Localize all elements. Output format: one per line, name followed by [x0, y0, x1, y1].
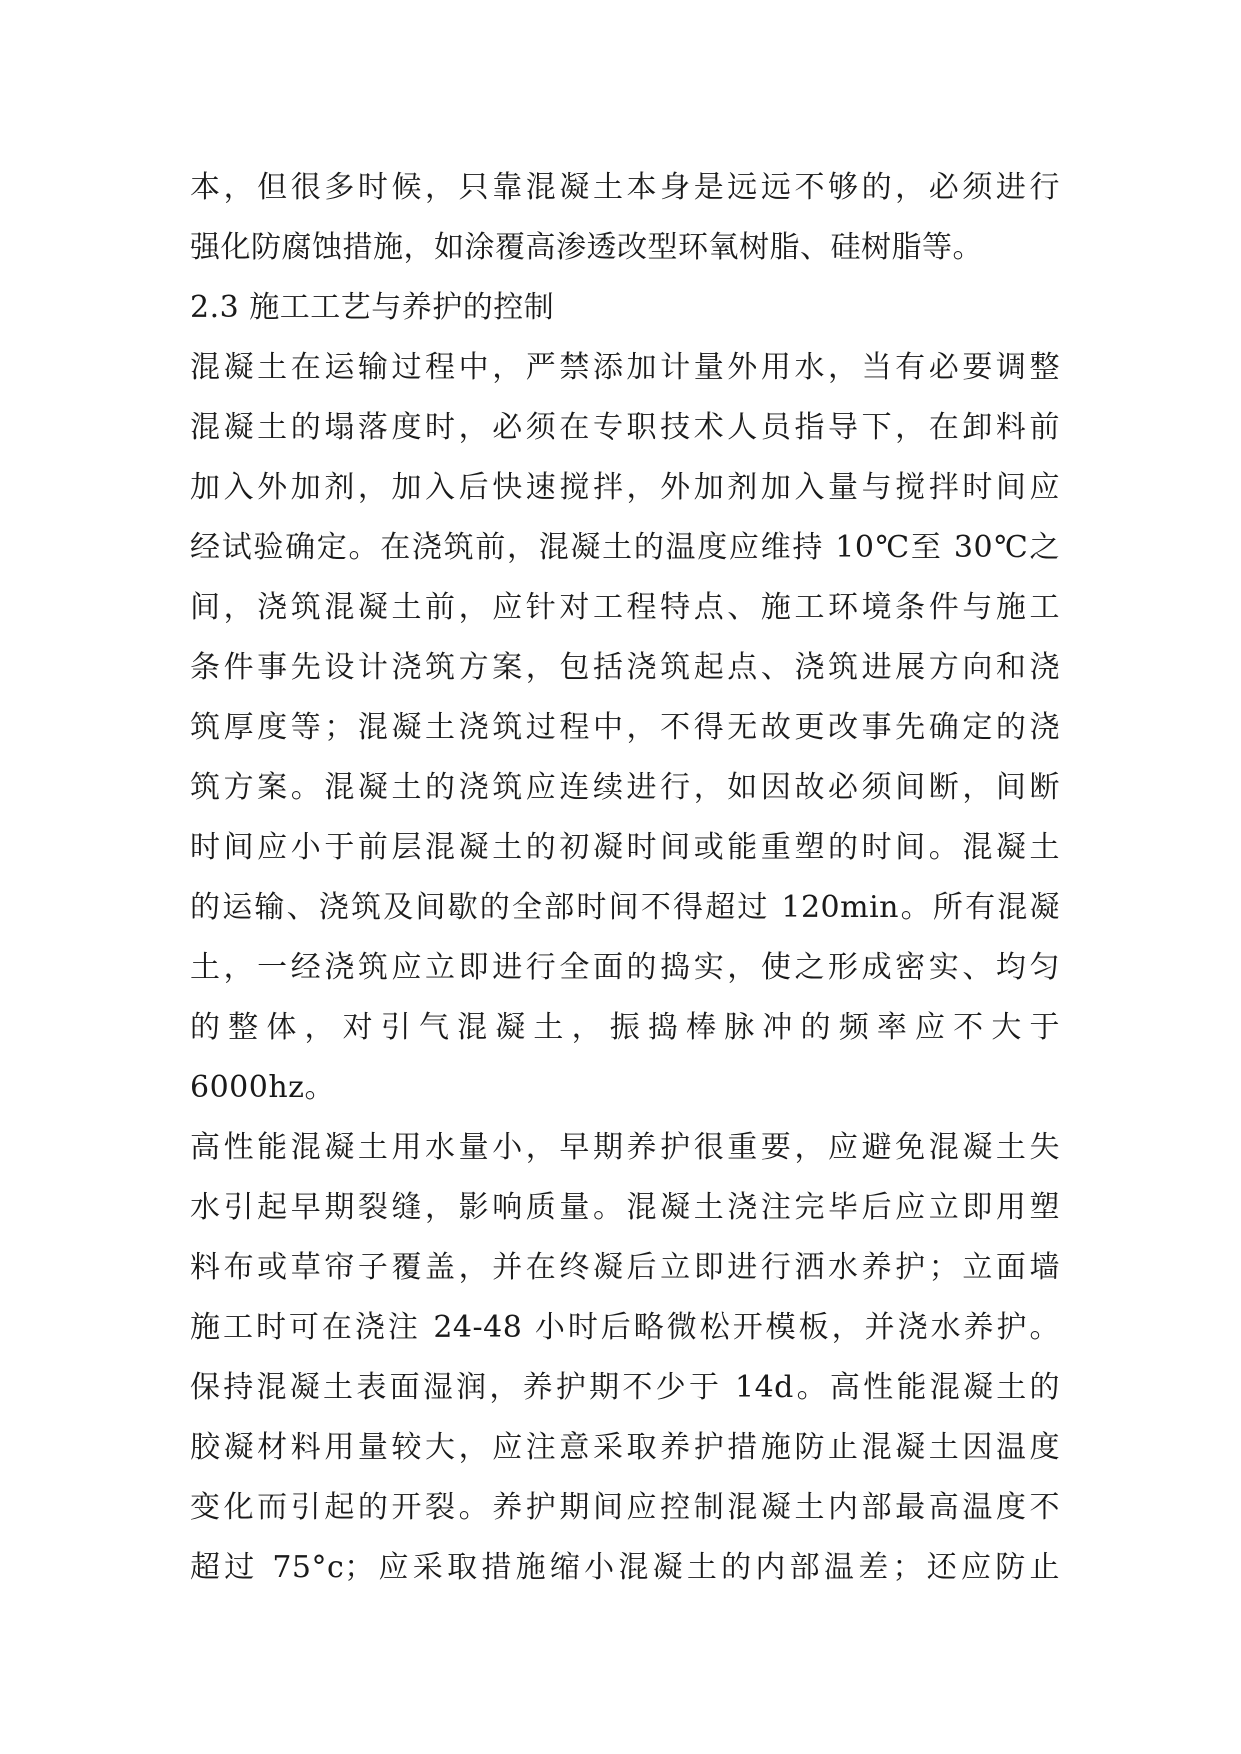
text-line: 条件事先设计浇筑方案，包括浇筑起点、浇筑进展方向和浇 — [190, 650, 1060, 685]
text-line: 保持混凝土表面湿润，养护期不少于 14d。高性能混凝土的 — [190, 1370, 1060, 1405]
text-line: 6000hz。 — [190, 1070, 335, 1105]
text-line: 施工时可在浇注 24-48 小时后略微松开模板，并浇水养护。 — [190, 1310, 1060, 1345]
text-line: 胶凝材料用量较大，应注意采取养护措施防止混凝土因温度 — [190, 1430, 1060, 1465]
text-line: 高性能混凝土用水量小，早期养护很重要，应避免混凝土失 — [190, 1130, 1060, 1165]
text-line: 筑厚度等；混凝土浇筑过程中，不得无故更改事先确定的浇 — [190, 710, 1060, 745]
text-line: 的运输、浇筑及间歇的全部时间不得超过 120min。所有混凝 — [190, 890, 1060, 925]
text-line: 混凝土的塌落度时，必须在专职技术人员指导下，在卸料前 — [190, 410, 1060, 445]
section-heading: 2.3 施工工艺与养护的控制 — [190, 290, 555, 325]
text-line: 料布或草帘子覆盖，并在终凝后立即进行洒水养护；立面墙 — [190, 1250, 1060, 1285]
text-line: 加入外加剂，加入后快速搅拌，外加剂加入量与搅拌时间应 — [190, 470, 1060, 505]
text-line: 超过 75°c；应采取措施缩小混凝土的内部温差；还应防止 — [190, 1550, 1060, 1585]
text-line: 水引起早期裂缝，影响质量。混凝土浇注完毕后应立即用塑 — [190, 1190, 1060, 1225]
text-line: 强化防腐蚀措施，如涂覆高渗透改型环氧树脂、硅树脂等。 — [190, 230, 983, 265]
text-line: 混凝土在运输过程中，严禁添加计量外用水，当有必要调整 — [190, 350, 1060, 385]
text-line: 间，浇筑混凝土前，应针对工程特点、施工环境条件与施工 — [190, 590, 1060, 625]
text-line: 时间应小于前层混凝土的初凝时间或能重塑的时间。混凝土 — [190, 830, 1060, 865]
text-line: 土，一经浇筑应立即进行全面的捣实，使之形成密实、均匀 — [190, 950, 1060, 985]
text-line: 的整体，对引气混凝土，振捣棒脉冲的频率应不大于 — [190, 1010, 1060, 1045]
text-line: 经试验确定。在浇筑前，混凝土的温度应维持 10℃至 30℃之 — [190, 530, 1060, 565]
text-line: 筑方案。混凝土的浇筑应连续进行，如因故必须间断，间断 — [190, 770, 1060, 805]
text-line: 变化而引起的开裂。养护期间应控制混凝土内部最高温度不 — [190, 1490, 1060, 1525]
text-line: 本，但很多时候，只靠混凝土本身是远远不够的，必须进行 — [190, 170, 1060, 205]
document-body — [190, 158, 1060, 1598]
